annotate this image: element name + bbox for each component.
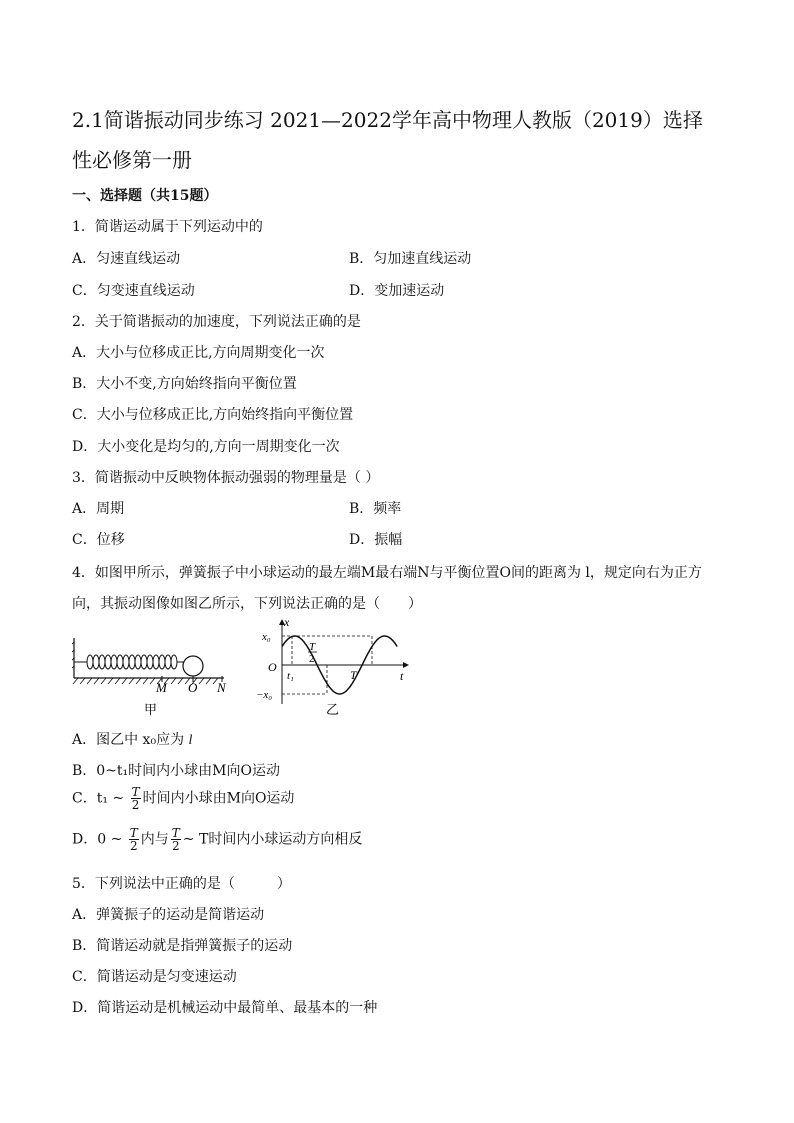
- q4-stem-line2: 向，其振动图像如图乙所示，下列说法正确的是（ ）: [72, 596, 422, 612]
- label-O: O: [188, 680, 198, 695]
- q2-option-c: C．大小与位移成正比,方向始终指向平衡位置: [72, 407, 354, 423]
- figure-spring-oscillator: [72, 626, 232, 721]
- tick-half-T-num: T: [309, 641, 316, 653]
- origin-label: O: [268, 660, 277, 674]
- q4-option-d: D．0 ~ $\frac{T}{2}$ 内与 $\frac{T}{2}$ ~ T时间内小球运动方向相反: [72, 826, 363, 853]
- q5-option-a: A．弹簧振子的运动是简谐运动: [72, 907, 265, 923]
- tick-t1: t₁: [287, 670, 294, 682]
- q2-option-a: A．大小与位移成正比,方向周期变化一次: [72, 345, 325, 361]
- q2-option-b: B．大小不变,方向始终指向平衡位置: [72, 376, 297, 392]
- q5-stem: 5．下列说法中正确的是（ ）: [72, 876, 291, 892]
- tick-x0: x₀: [262, 631, 271, 643]
- tick-neg-x0: −x₀: [256, 689, 273, 701]
- fraction-t-half: $\frac{T}{2}$: [131, 785, 140, 812]
- q4-stem-line1: 4．如图甲所示，弹簧振子中小球运动的最左端M最右端N与平衡位置O间的距离为 l，规定向右为正方: [72, 565, 702, 581]
- axis-t-label: t: [400, 669, 404, 683]
- q1-option-b: B．匀加速直线运动: [349, 251, 472, 267]
- q2-stem: 2．关于简谐振动的加速度，下列说法正确的是: [72, 314, 361, 330]
- tick-half-T-den: 2: [309, 653, 315, 665]
- q4-option-b: B．0~t₁时间内小球由M向O运动: [72, 763, 280, 779]
- q2-option-d: D．大小变化是均匀的,方向一周期变化一次: [72, 439, 340, 455]
- document-title: 2.1简谐振动同步练习 2021—2022学年高中物理人教版（2019）选择性必修第一册: [72, 108, 703, 172]
- q1-option-a: A．匀速直线运动: [72, 251, 181, 267]
- section-heading: 一、选择题（共15题）: [72, 188, 218, 204]
- fraction-t-half-1: $\frac{T}{2}$: [129, 826, 138, 853]
- q5-option-c: C．简谐运动是匀变速运动: [72, 969, 237, 985]
- q4-option-a: A．图乙中 x₀应为 l: [72, 732, 193, 748]
- q1-option-c: C．匀变速直线运动: [72, 283, 195, 299]
- tick-T: T: [350, 668, 357, 682]
- q3-option-a: A．周期: [72, 501, 125, 517]
- figure-vibration-graph: [240, 614, 420, 719]
- q3-stem: 3．简谐振动中反映物体振动强弱的物理量是（ ）: [72, 470, 380, 486]
- q1-option-d: D．变加速运动: [349, 283, 445, 299]
- q1-stem: 1．简谐运动属于下列运动中的: [72, 219, 263, 235]
- q5-option-d: D．简谐运动是机械运动中最简单、最基本的一种: [72, 1000, 378, 1016]
- q3-option-b: B．频率: [349, 501, 402, 517]
- q4-option-c: C．t₁ ~ $\frac{T}{2}$ 时间内小球由M向O运动: [72, 785, 295, 812]
- axis-x-label: x: [284, 615, 290, 629]
- label-N: N: [217, 680, 226, 695]
- q3-option-d: D．振幅: [349, 532, 403, 548]
- figure-yi-caption: 乙: [326, 702, 340, 717]
- figure-jia-caption: 甲: [144, 702, 158, 717]
- q5-option-b: B．简谐运动就是指弹簧振子的运动: [72, 938, 293, 954]
- label-M: M: [156, 680, 167, 695]
- fraction-t-half-2: $\frac{T}{2}$: [171, 826, 180, 853]
- q3-option-c: C．位移: [72, 532, 125, 548]
